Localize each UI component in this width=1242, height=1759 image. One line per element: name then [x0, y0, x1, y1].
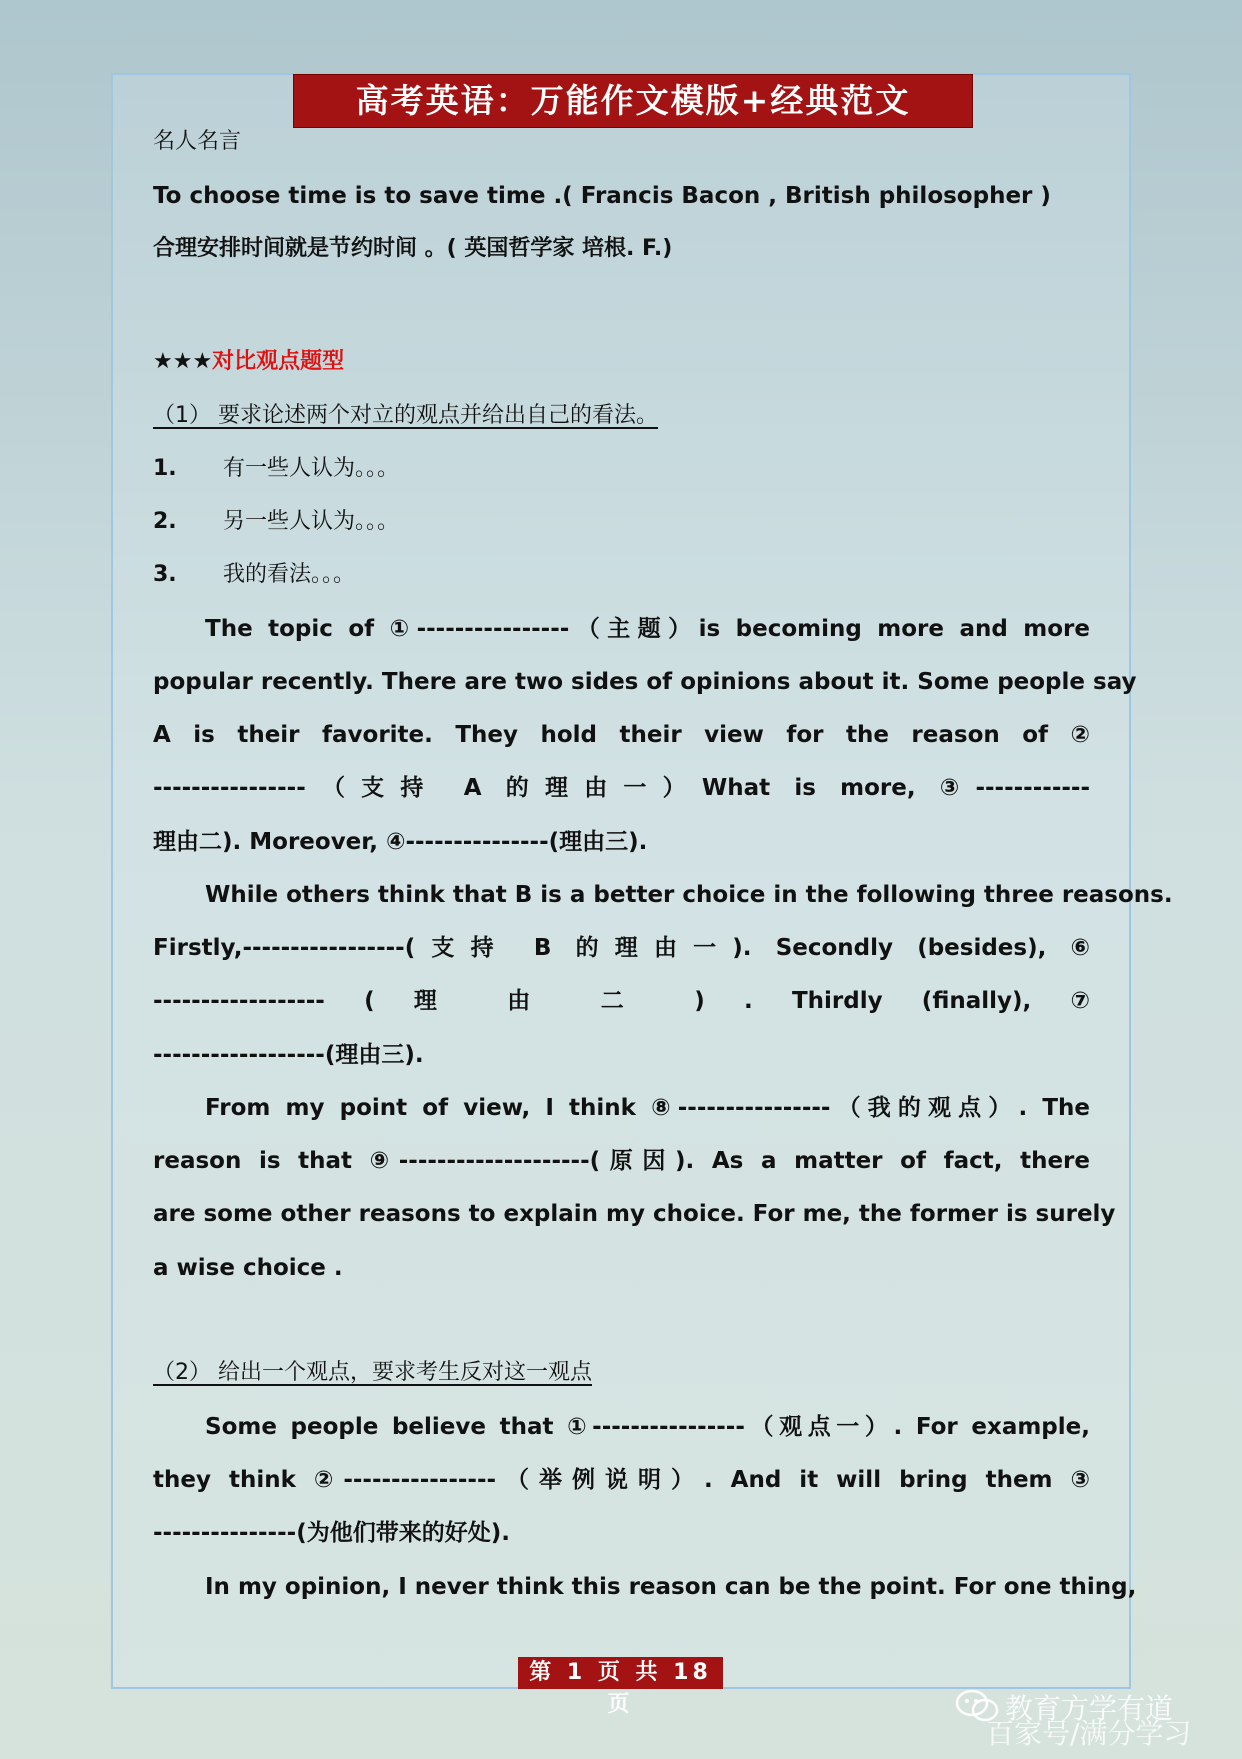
quote-label: 名人名言 — [153, 129, 242, 154]
body-line: A is their favorite. They hold their view for the reason of ② — [153, 722, 1090, 748]
quote-english: To choose time is to save time .( Francis Bacon , British philosopher ) — [153, 183, 1051, 209]
body-line: ----------------（支持 A 的理由一）What is more, ③------------ — [153, 775, 1090, 801]
watermark-source: 百家号/满分学习 — [986, 1717, 1192, 1750]
body-line: While others think that B is a better choice in the following three reasons. — [205, 882, 1173, 908]
body-line: they think ②----------------（举例说明）. And it will bring them ③ — [153, 1467, 1090, 1493]
body-line: In my opinion, I never think this reason can be the point. For one thing, — [205, 1574, 1137, 1600]
section-title: 对比观点题型 — [212, 349, 345, 374]
body-line: Some people believe that ①----------------（观点一）. For example, — [205, 1414, 1090, 1440]
body-line: are some other reasons to explain my choice. For me, the former is surely — [153, 1201, 1116, 1227]
page-number: 第 1 页 共 18 页 — [518, 1657, 723, 1689]
body-line: a wise choice . — [153, 1255, 343, 1281]
point-item: 2. 另一些人认为。。。 — [153, 509, 400, 534]
body-line: ------------------(理由三). — [153, 1042, 424, 1068]
body-line: ---------------(为他们带来的好处). — [153, 1520, 510, 1546]
watermark-account: 教育方学有道 — [1005, 1692, 1174, 1725]
body-line: From my point of view, I think ⑧----------------（我的观点）. The — [205, 1095, 1090, 1121]
body-line: ------------------ ( 理 由 二 ) . Thirdly (finally), ⑦ — [153, 988, 1090, 1014]
part1-heading: （1） 要求论述两个对立的观点并给出自己的看法。 — [153, 403, 658, 428]
body-line: The topic of ①----------------（主题）is becoming more and more — [205, 616, 1090, 642]
section-heading — [153, 347, 344, 377]
point-item: 3. 我的看法。。。 — [153, 562, 356, 587]
part2-heading: （2） 给出一个观点，要求考生反对这一观点 — [153, 1360, 592, 1385]
body-line: Firstly,-----------------(支持 B 的理由一). Secondly (besides), ⑥ — [153, 935, 1090, 961]
star-icons: ★★★ — [153, 349, 213, 374]
body-line: reason is that ⑨--------------------(原因). As a matter of fact, there — [153, 1148, 1090, 1174]
body-line: popular recently. There are two sides of opinions about it. Some people say — [153, 669, 1137, 695]
point-item: 1. 有一些人认为。。。 — [153, 456, 400, 481]
quote-chinese: 合理安排时间就是节约时间 。( 英国哲学家 培根. F.) — [153, 236, 673, 261]
document-title: 高考英语：万能作文模版+经典范文 — [293, 74, 973, 128]
body-line: 理由二). Moreover, ④---------------(理由三). — [153, 829, 648, 855]
